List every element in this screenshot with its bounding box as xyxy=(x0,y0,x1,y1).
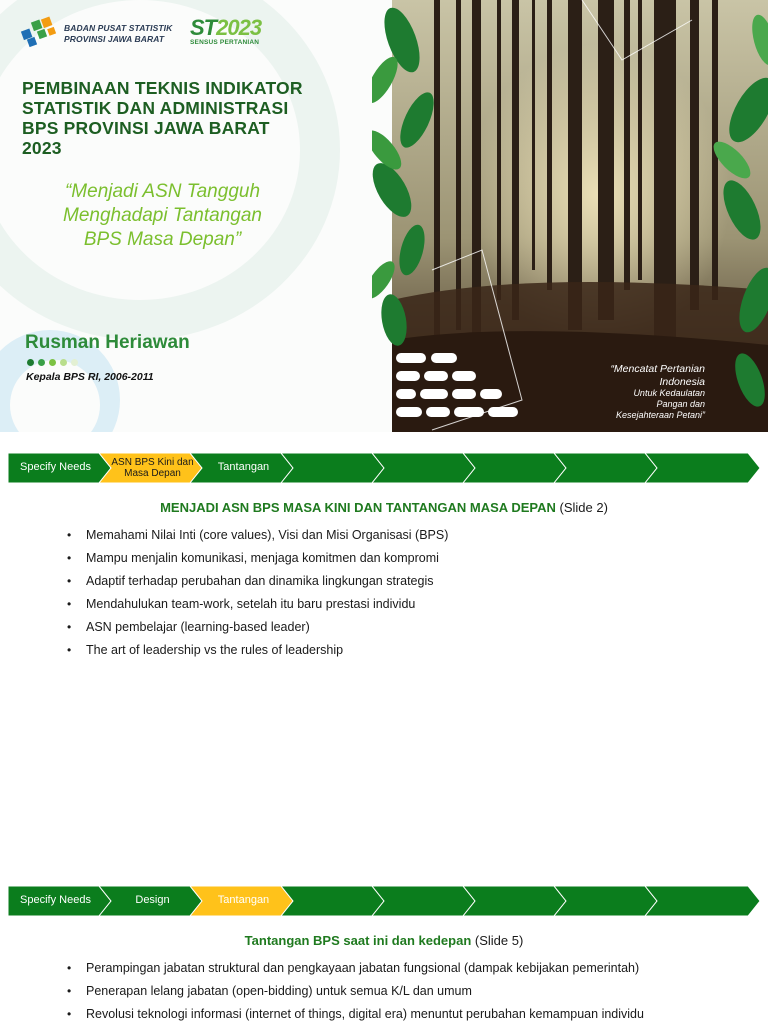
st2023-logo xyxy=(190,17,261,46)
bullet-item: • Mampu menjalin komunikasi, menjaga komitmen dan kompromi xyxy=(60,550,448,573)
dot xyxy=(60,359,67,366)
bps-logo-icon xyxy=(20,16,60,50)
bullet-item: • The art of leadership vs the rules of leadership xyxy=(60,642,448,665)
dot xyxy=(49,359,56,366)
cover-quote-line: Menghadapi Tantangan xyxy=(63,205,262,226)
process-step-label: Specify Needs xyxy=(20,894,91,907)
dot xyxy=(38,359,45,366)
process-arrow-bar-2 xyxy=(8,886,760,918)
section-1-bullets xyxy=(60,527,448,665)
dot xyxy=(27,359,34,366)
process-step xyxy=(554,453,657,483)
cover-title-line: STATISTIK DAN ADMINISTRASI xyxy=(22,98,289,118)
process-step xyxy=(372,886,475,916)
organization-name xyxy=(64,23,172,45)
decorative-dots xyxy=(27,359,78,366)
cover-title-line: PEMBINAAN TEKNIS INDIKATOR xyxy=(22,78,303,98)
bullet-item: • Memahami Nilai Inti (core values), Visi dan Misi Organisasi (BPS) xyxy=(60,527,448,550)
process-step xyxy=(463,886,566,916)
presenter-name: Rusman Heriawan xyxy=(25,332,190,353)
background-curve xyxy=(0,0,340,340)
forest-quote-sub-line: Pangan dan xyxy=(656,399,705,409)
organization-line-1: BADAN PUSAT STATISTIK xyxy=(64,23,173,33)
cover-quote-line: BPS Masa Depan” xyxy=(83,229,242,250)
forest-quote-sub-line: Kesejahteraan Petani” xyxy=(615,410,705,420)
bullet-item: • Adaptif terhadap perubahan dan dinamika lingkungan strategis xyxy=(60,573,448,596)
bullet-item: • Revolusi teknologi informasi (internet of things, digital era) menuntut perubahan kemampuan individu xyxy=(60,1006,644,1029)
process-step xyxy=(281,453,384,483)
section-2-note: (Slide 5) xyxy=(474,933,524,948)
st-prefix: ST xyxy=(190,15,217,40)
process-step xyxy=(281,886,384,916)
process-arrow-bar-1 xyxy=(8,453,760,485)
process-step xyxy=(645,886,760,916)
section-1-note: (Slide 2) xyxy=(559,500,608,515)
bullet-item: • Perampingan jabatan struktural dan pengkayaan jabatan fungsional (dampak kebijakan pemerintah) xyxy=(60,960,644,983)
process-step xyxy=(645,453,760,483)
st-year: 2023 xyxy=(216,15,262,40)
cover-quote xyxy=(30,180,295,252)
section-2-bullets xyxy=(60,960,644,1029)
section-2-heading: Tantangan BPS saat ini dan kedepan xyxy=(244,933,472,948)
st2023-pattern-icon xyxy=(396,345,536,431)
st-caption: SENSUS PERTANIAN xyxy=(190,39,260,46)
process-step-label: Design xyxy=(135,894,170,907)
process-step xyxy=(463,453,566,483)
cover-slide xyxy=(0,0,768,432)
forest-quote-line: “Mencatat Pertanian xyxy=(610,363,705,375)
cover-title-line: 2023 xyxy=(22,138,62,158)
bullet-item: • Penerapan lelang jabatan (open-bidding) untuk semua K/L dan umum xyxy=(60,983,644,1006)
process-step-label: Tantangan xyxy=(217,894,270,907)
forest-quote xyxy=(585,363,705,421)
cover-title xyxy=(22,78,342,158)
forest-quote-line: Indonesia xyxy=(659,375,705,388)
process-step xyxy=(554,886,657,916)
forest-quote-sub-line: Untuk Kedaulatan xyxy=(633,388,705,398)
dot xyxy=(71,359,78,366)
process-step-label: Tantangan xyxy=(217,461,270,474)
organization-line-2: PROVINSI JAWA BARAT xyxy=(64,34,165,44)
bullet-item: • ASN pembelajar (learning-based leader) xyxy=(60,619,448,642)
bullet-item: • Mendahulukan team-work, setelah itu baru prestasi individu xyxy=(60,596,448,619)
section-1-title xyxy=(0,500,768,515)
process-step xyxy=(372,453,475,483)
cover-title-line: BPS PROVINSI JAWA BARAT xyxy=(22,118,270,138)
process-step-label: ASN BPS Kini dan Masa Depan xyxy=(111,456,194,479)
presenter-role: Kepala BPS RI, 2006-2011 xyxy=(26,371,154,383)
section-2-title xyxy=(0,933,768,948)
cover-quote-line: “Menjadi ASN Tangguh xyxy=(64,181,261,202)
process-step-label: Specify Needs xyxy=(20,461,91,474)
section-1-heading: MENJADI ASN BPS MASA KINI DAN TANTANGAN MASA DEPAN xyxy=(160,500,556,515)
